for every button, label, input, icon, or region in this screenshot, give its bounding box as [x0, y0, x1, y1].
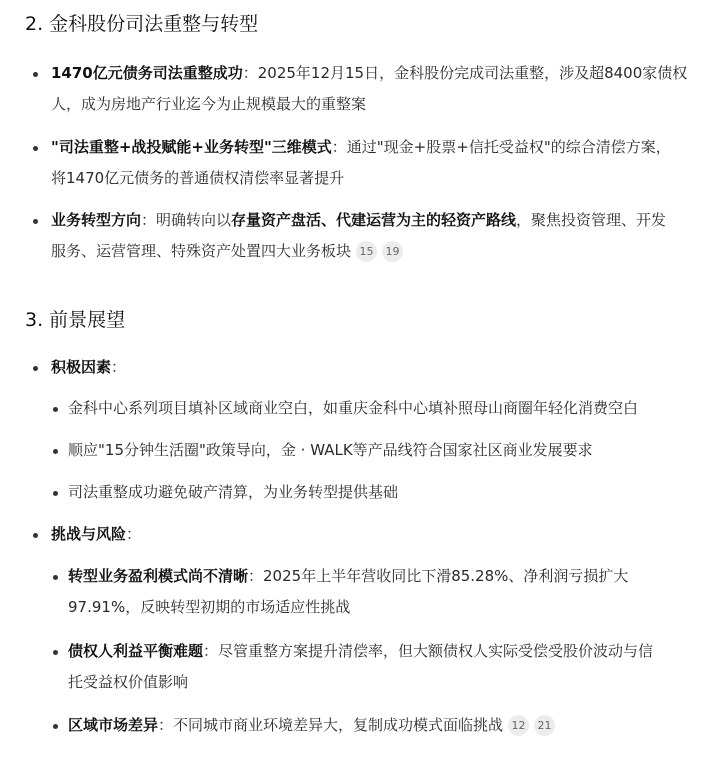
bullet-dot: [53, 407, 58, 412]
item-bold-label: 1470亿元债务司法重整成功: [51, 64, 243, 82]
colon: ：: [111, 358, 127, 376]
item-text-cont: 服务、运营管理、特殊资产处置四大业务板块: [51, 242, 352, 260]
sub-list-item: [68, 561, 628, 623]
item-text: ：2025年12月15日，金科股份完成司法重整，涉及超8400家债权: [242, 64, 688, 82]
item-text: ：明确转向以: [141, 211, 232, 229]
bullet-dot: [53, 724, 58, 729]
item-text-cont: 托受益权价值影响: [68, 673, 189, 691]
sub-list-item: [68, 710, 555, 741]
citation-badge[interactable]: 19: [382, 241, 403, 262]
item-text: ，聚焦投资管理、开发: [516, 211, 667, 229]
challenges-label: 挑战与风险: [51, 525, 127, 543]
colon: ：: [126, 525, 142, 543]
item-text: ：不同城市商业环境差异大，复制成功模式面临挑战: [158, 716, 504, 734]
item-text: 顺应"15分钟生活圈"政策导向，金 · WALK等产品线符合国家社区商业发展要求: [68, 441, 593, 459]
section-2-title: 2. 金科股份司法重整与转型: [25, 13, 259, 35]
citation-badge[interactable]: 21: [534, 715, 555, 736]
item-text-cont: 97.91%，反映转型初期的市场适应性挑战: [68, 598, 351, 616]
list-item-restructuring: [51, 58, 687, 120]
item-text: ：尽管重整方案提升清偿率，但大额债权人实际受偿受股价波动与信: [203, 642, 654, 660]
sub-list-item: [68, 477, 398, 508]
item-text: ：通过"现金+股票+信托受益权"的综合清偿方案，: [331, 138, 671, 156]
list-item-transformation-direction: [51, 205, 666, 267]
bullet-dot: [33, 366, 38, 371]
positive-factors-label: 积极因素: [51, 358, 112, 376]
sub-list-item: [68, 435, 593, 466]
item-bold-label: 业务转型方向: [51, 211, 142, 229]
bullet-dot: [53, 650, 58, 655]
sub-list-item: [68, 636, 653, 698]
item-text-cont: 人，成为房地产行业迄今为止规模最大的重整案: [51, 95, 367, 113]
item-text-cont: 将1470亿元债务的普通债权清偿率显著提升: [51, 169, 345, 187]
sub-list-item: [68, 393, 638, 424]
item-bold-label: "司法重整+战投赋能+业务转型"三维模式: [51, 138, 332, 156]
item-bold-highlight: 存量资产盘活、代建运营为主的轻资产路线: [231, 211, 517, 229]
section-3-title: 3. 前景展望: [25, 309, 126, 331]
citation-badge[interactable]: 12: [508, 715, 529, 736]
item-bold-label: 债权人利益平衡难题: [68, 642, 204, 660]
bullet-dot: [53, 575, 58, 580]
bullet-dot: [33, 146, 38, 151]
item-text: 司法重整成功避免破产清算，为业务转型提供基础: [68, 483, 399, 501]
bullet-dot: [33, 533, 38, 538]
bullet-dot: [33, 72, 38, 77]
item-bold-label: 转型业务盈利模式尚不清晰: [68, 567, 249, 585]
citation-badge[interactable]: 15: [356, 241, 377, 262]
bullet-dot: [33, 219, 38, 224]
list-item-challenges: [51, 519, 141, 550]
bullet-dot: [53, 491, 58, 496]
bullet-dot: [53, 449, 58, 454]
item-bold-label: 区域市场差异: [68, 716, 159, 734]
list-item-three-dimension-model: [51, 132, 671, 194]
item-text: ：2025年上半年营收同比下滑85.28%、净利润亏损扩大: [248, 567, 629, 585]
list-item-positive-factors: [51, 352, 126, 383]
item-text: 金科中心系列项目填补区域商业空白，如重庆金科中心填补照母山商圈年轻化消费空白: [68, 399, 639, 417]
